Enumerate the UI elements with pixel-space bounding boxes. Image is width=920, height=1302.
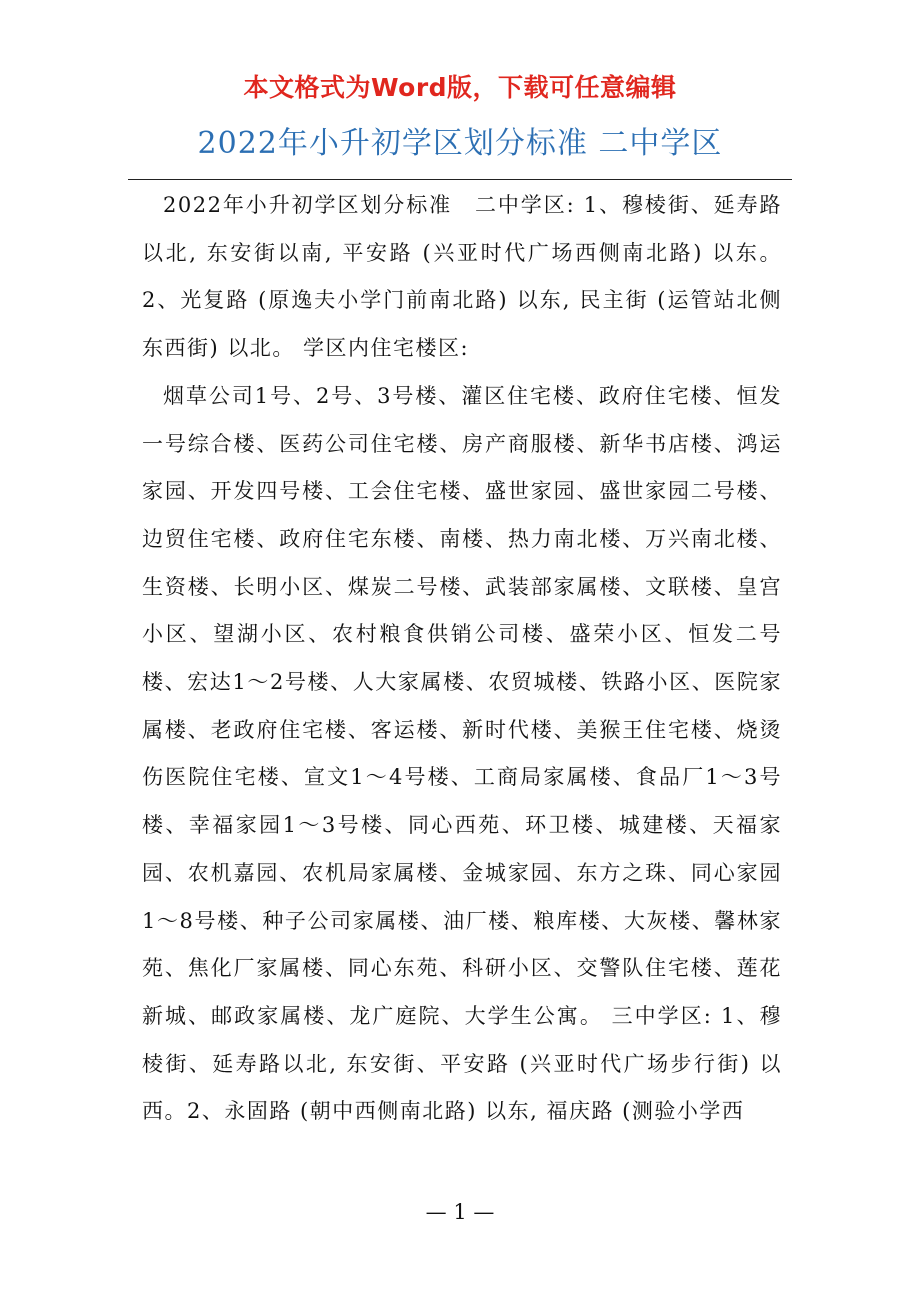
paragraph-intro: 2022年小升初学区划分标准 二中学区: 1、穆棱街、延寿路以北, 东安街以南, 平安路 (兴亚时代广场西侧南北路) 以东。2、光复路 (原逸夫小学门前南北路) 以东, 民主街 (运管站北侧东西街) 以北。 学区内住宅楼区: (142, 193, 782, 361)
format-notice-banner: 本文格式为Word版，下载可任意编辑 (243, 73, 677, 102)
page-number: — 1 — (425, 1200, 495, 1224)
paragraph-building-list: 烟草公司1号、2号、3号楼、灌区住宅楼、政府住宅楼、恒发一号综合楼、医药公司住宅楼、房产商服楼、新华书店楼、鸿运家园、开发四号楼、工会住宅楼、盛世家园、盛世家园二号楼、边贸住宅楼、政府住宅东楼、南楼、热力南北楼、万兴南北楼、生资楼、长明小区、煤炭二号楼、武装部家属楼、文联楼、皇宫小区、望湖小区、农村粮食供销公司楼、盛荣小区、恒发二号楼、宏达1～2号楼、人大家属楼、农贸城楼、铁路小区、医院家属楼、老政府住宅楼、客运楼、新时代楼、美猴王住宅楼、烧烫伤医院住宅楼、宣文1～4号楼、工商局家属楼、食品厂1～3号楼、幸福家园1～3号楼、同心西苑、环卫楼、城建楼、天福家园、农机嘉园、农机局家属楼、金城家园、东方之珠、同心家园1～8号楼、种子公司家属楼、油厂楼、粮库楼、大灰楼、馨林家苑、焦化厂家属楼、同心东苑、科研小区、交警队住宅楼、莲花新城、邮政家属楼、龙广庭院、大学生公寓。 三中学区: 1、穆棱街、延寿路以北, 东安街、平安路 (兴亚时代广场步行街) 以西。2、永固路 (朝中西侧南北路) 以东, 福庆路 (测验小学西 (142, 383, 782, 1124)
title-divider (128, 179, 792, 180)
document-title: 2022年小升初学区划分标准 二中学区 (197, 126, 723, 161)
document-body (142, 182, 782, 1136)
